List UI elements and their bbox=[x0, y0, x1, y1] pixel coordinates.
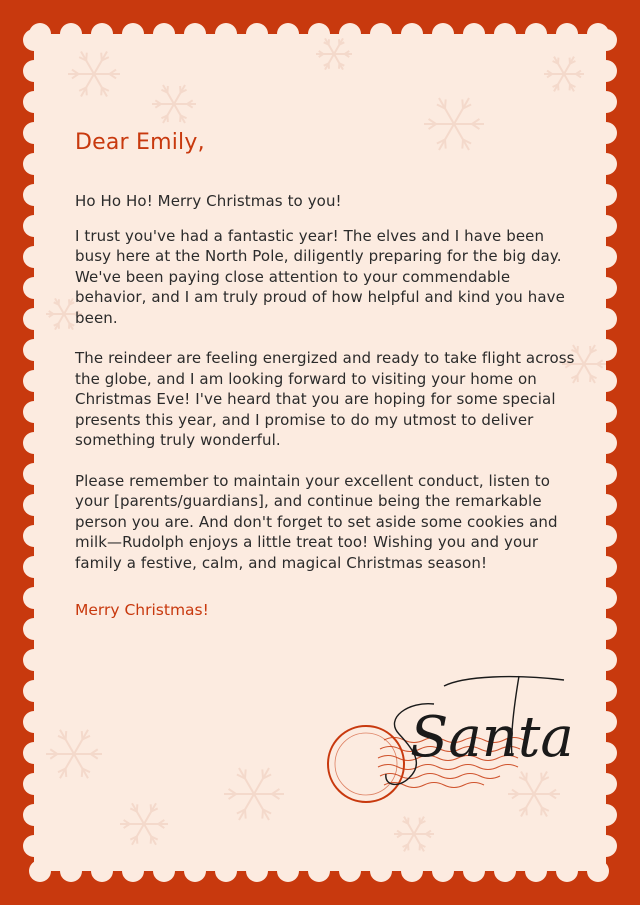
snowflake-icon bbox=[68, 51, 120, 96]
letter-paper bbox=[34, 34, 606, 871]
signature-text: Santa bbox=[410, 705, 574, 770]
letter-paragraph: I trust you've had a fantastic year! The elves and I have been busy here at the North Pole, diligently preparing for the big day. We've been paying close attention to your commendable behavior, and I am truly proud of how helpful and kind you have been. bbox=[75, 226, 565, 327]
santa-signature bbox=[314, 646, 574, 826]
letter-body bbox=[75, 130, 575, 619]
letter-closing: Merry Christmas! bbox=[75, 601, 209, 619]
snowflake-icon bbox=[120, 803, 168, 845]
letter-greeting: Dear Emily, bbox=[75, 130, 205, 155]
letter-paragraph: Ho Ho Ho! Merry Christmas to you! bbox=[75, 192, 342, 210]
snowflake-icon bbox=[152, 85, 196, 123]
snowflake-icon bbox=[224, 768, 284, 820]
letter-paragraph: Please remember to maintain your excellent conduct, listen to your [parents/guardians], and continue being the remarkable person you are. And don't forget to set aside some cookies and milk—Rudolph enjoys a little treat too! Wishing you and your family a festive, calm, and magical Christmas season! bbox=[75, 471, 558, 572]
snowflake-icon bbox=[544, 57, 584, 92]
letter-paragraph: The reindeer are feeling energized and ready to take flight across the globe, and I am looking forward to visiting your home on Christmas Eve! I've heard that you are hoping for some special presents this year, and I promise to do my utmost to deliver something truly wonderful. bbox=[75, 349, 575, 449]
snowflake-icon bbox=[316, 38, 352, 69]
snowflake-icon bbox=[46, 730, 102, 778]
